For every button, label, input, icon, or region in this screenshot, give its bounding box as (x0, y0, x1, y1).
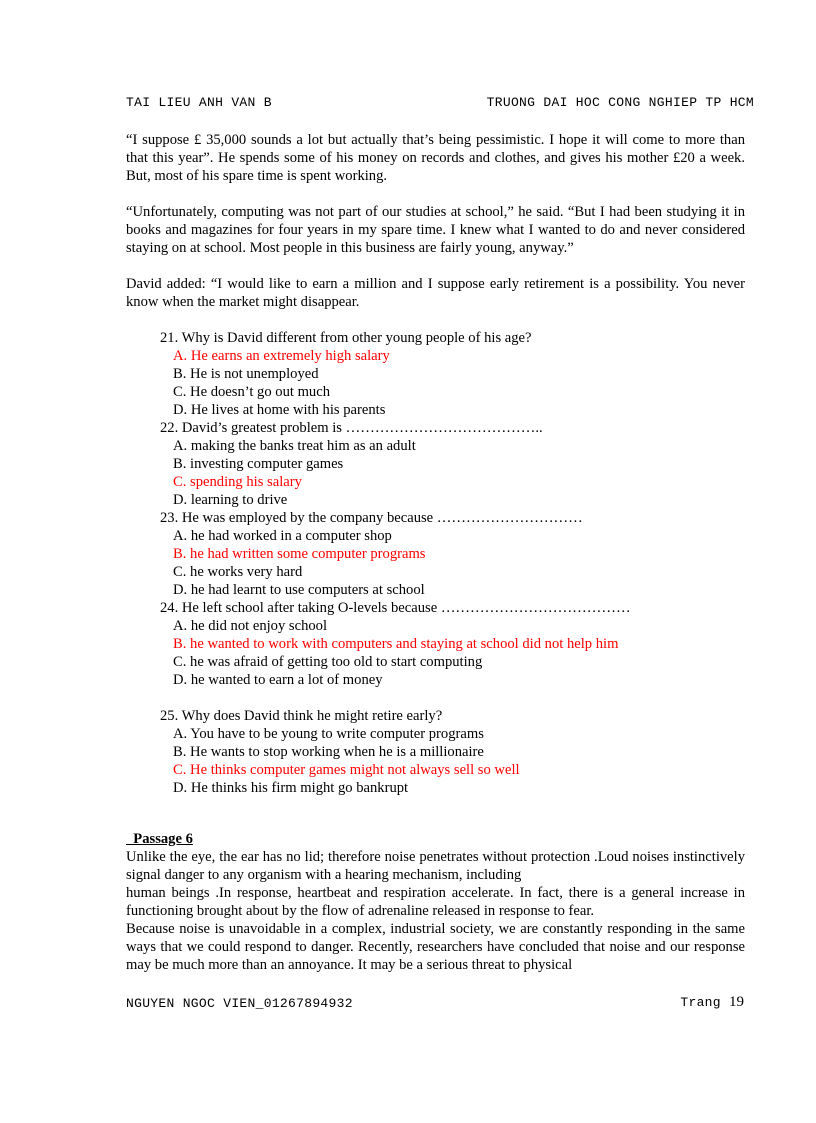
answer-option: B. investing computer games (173, 456, 344, 472)
answer-option: B. he had written some computer programs (173, 546, 426, 562)
question: 24. He left school after taking O-levels because ………………………………… (160, 600, 631, 616)
page-content (126, 131, 745, 974)
answer-option: C. He doesn’t go out much (173, 384, 331, 400)
answer-option: A. You have to be young to write computer programs (173, 726, 484, 742)
spacer (160, 689, 745, 707)
answer-option: A. He earns an extremely high salary (173, 348, 390, 364)
answer-option: D. he wanted to earn a lot of money (173, 672, 383, 688)
footer-page-label: Trang (680, 995, 721, 1010)
passage-paragraph: Unlike the eye, the ear has no lid; therefore noise penetrates without protection .Loud noises instinctively signal danger to any organism with a hearing mechanism, including (126, 849, 745, 883)
paragraph: David added: “I would like to earn a million and I suppose early retirement is a possibility. You never know when the market might disappear. (126, 276, 745, 310)
answer-option: B. he wanted to work with computers and staying at school did not help him (173, 636, 619, 652)
paragraph: “I suppose £ 35,000 sounds a lot but actually that’s being pessimistic. I hope it will come to more than that this year”. He spends some of his money on records and clothes, and gives his mother £20 a week. But, most of his spare time is spent working. (126, 132, 745, 184)
footer-page (680, 994, 744, 1011)
answer-option: C. he was afraid of getting too old to start computing (173, 654, 483, 670)
answer-option: A. he had worked in a computer shop (173, 528, 392, 544)
header-right: TRUONG DAI HOC CONG NGHIEP TP HCM (486, 95, 754, 110)
answer-option: D. He thinks his firm might go bankrupt (173, 780, 409, 796)
header-left: TAI LIEU ANH VAN B (126, 95, 272, 110)
answer-option: D. He lives at home with his parents (173, 402, 386, 418)
spacer (126, 797, 745, 830)
answer-option: B. He is not unemployed (173, 366, 319, 382)
footer-author: NGUYEN NGOC VIEN_01267894932 (126, 996, 353, 1011)
passage-paragraph: Because noise is unavoidable in a complex, industrial society, we are constantly responding in the same ways that we could respond to danger. Recently, researchers have concluded that noise and our response may be much more than an annoyance. It may be a serious threat to physical (126, 921, 745, 973)
answer-option: C. he works very hard (173, 564, 303, 580)
answer-option: D. he had learnt to use computers at school (173, 582, 425, 598)
answer-option: D. learning to drive (173, 492, 288, 508)
paragraph: “Unfortunately, computing was not part of our studies at school,” he said. “But I had been studying it in books and magazines for four years in my spare time. I knew what I wanted to do and never considered staying on at school. Most people in this business are fairly young, anyway.” (126, 204, 745, 256)
answer-option: B. He wants to stop working when he is a millionaire (173, 744, 484, 760)
question: 23. He was employed by the company because ………………………… (160, 510, 583, 526)
question: 22. David’s greatest problem is ………………………………….. (160, 420, 543, 436)
page-number: 19 (729, 994, 744, 1010)
answer-option: C. spending his salary (173, 474, 302, 490)
passage-paragraph: human beings .In response, heartbeat and respiration accelerate. In fact, there is a general increase in functioning brought about by the flow of adrenaline released in response to fear. (126, 885, 745, 919)
answer-option: A. making the banks treat him as an adult (173, 438, 416, 454)
passage-title: Passage 6 (126, 831, 193, 847)
question-list (160, 329, 745, 797)
answer-option: A. he did not enjoy school (173, 618, 328, 634)
question: 25. Why does David think he might retire early? (160, 708, 443, 724)
answer-option: C. He thinks computer games might not always sell so well (173, 762, 520, 778)
question: 21. Why is David different from other young people of his age? (160, 330, 532, 346)
